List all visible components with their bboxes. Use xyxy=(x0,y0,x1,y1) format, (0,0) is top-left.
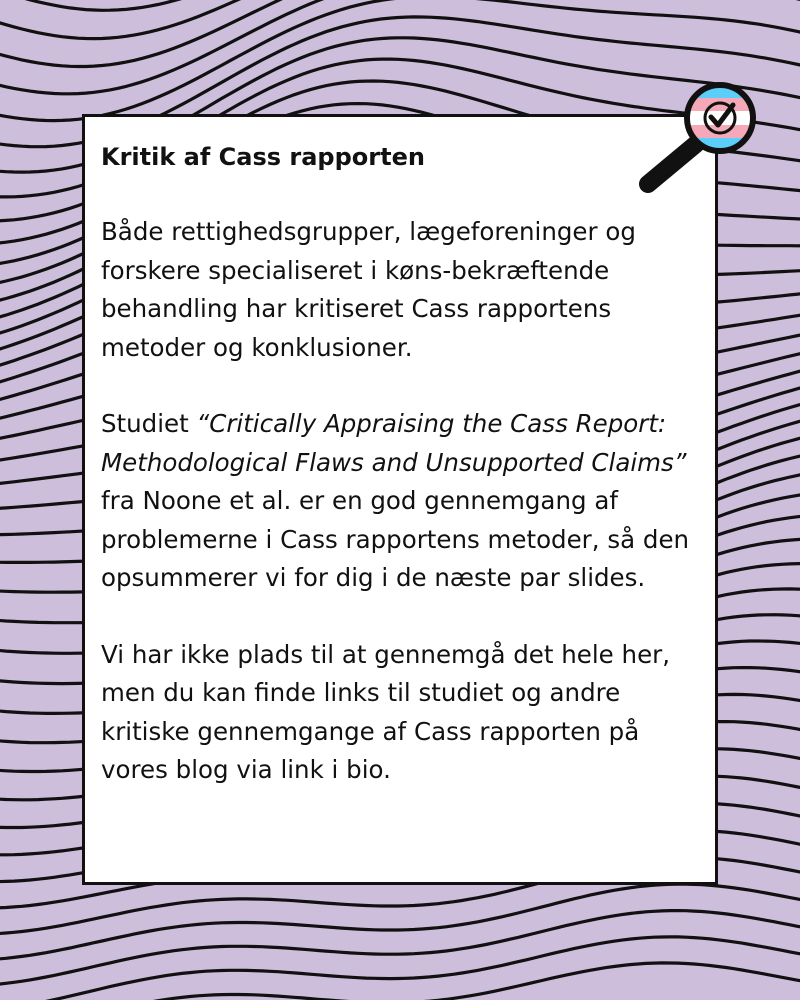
study-suffix: fra Noone et al. er en god gennemgang af problemerne i Cass rapportens metoder, så den opsummerer vi for dig i de næste par slides. xyxy=(101,486,690,592)
magnifier-check-icon xyxy=(632,70,768,200)
wave-line xyxy=(0,963,800,1000)
paragraph-links xyxy=(101,636,691,790)
study-title: “Critically Appraising the Cass Report: Methodological Flaws and Unsupported Claims” xyxy=(101,409,687,477)
wave-line xyxy=(0,884,800,959)
paragraph-criticism-text: Både rettighedsgrupper, lægeforeninger og forskere specialiseret i køns-bekræftende behandling har kritiseret Cass rapportens metoder og konklusioner. xyxy=(101,217,636,362)
content-card xyxy=(82,114,718,885)
magnifier-handle xyxy=(648,144,696,184)
paragraph-study xyxy=(101,405,691,598)
paragraph-links-text: Vi har ikke plads til at gennemgå det hele her, men du kan finde links til studiet og andre kritiske gennemgange af Cass rapporten på vores blog via link i bio. xyxy=(101,639,671,784)
wave-line xyxy=(0,911,800,985)
paragraph-criticism xyxy=(101,213,691,367)
card-title: Kritik af Cass rapporten xyxy=(101,143,425,171)
wave-line xyxy=(0,0,800,10)
wave-line xyxy=(0,937,800,1000)
study-prefix: Studiet xyxy=(101,409,197,438)
wave-line xyxy=(0,0,800,39)
